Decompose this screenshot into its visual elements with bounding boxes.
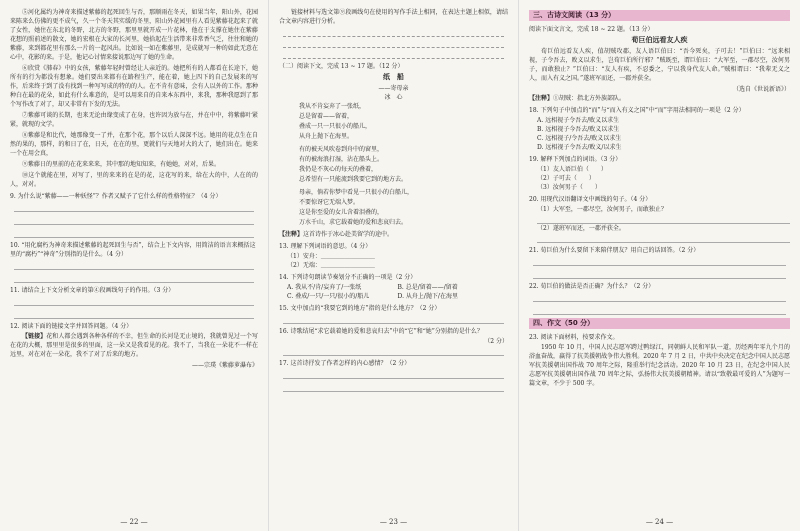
answer-line[interactable] bbox=[14, 296, 254, 306]
answer-line[interactable] bbox=[533, 256, 786, 266]
answer-line[interactable] bbox=[533, 292, 786, 302]
answer-line[interactable] bbox=[283, 382, 504, 392]
page-24 bbox=[518, 0, 800, 531]
answer-line[interactable] bbox=[533, 269, 786, 279]
question-19: 19. 解释下列加点的词语。（3 分） bbox=[529, 156, 622, 163]
answer-line[interactable] bbox=[14, 273, 254, 283]
question-20: 20. 用现代汉语翻译文中画线的句子。（4 分） bbox=[529, 196, 652, 203]
section-title: （二）阅读下文，完成 13 ~ 17 题。（12 分） bbox=[279, 63, 404, 70]
question-23: 23. 阅读下面材料，按要求作文。 bbox=[529, 334, 619, 341]
answer-line[interactable] bbox=[14, 202, 254, 212]
question-13: 13. 理解下列词语的意思。（4 分） bbox=[279, 243, 372, 250]
classical-note: 【注释】①胡贼：指北方外族部队。 bbox=[529, 95, 626, 102]
page-22 bbox=[0, 0, 268, 531]
question-12: 12. 阅读下面的链接文字并回答问题。（4 分） bbox=[10, 323, 133, 330]
essay-prompt: 1950 年 10 月，中国人民志愿军跨过鸭绿江，同朝鲜人民和军队一道，历经两年零九个月的浴血奋战，赢得了抗美援朝战争伟大胜利。2020 年 7 月 2 日，中共中央决定在纪念中国人民志愿军抗美援朝出国作战 70 周年之际，隆重举行纪念活动。2020 年 10 月 23 日，在纪念中国人民志愿军抗美援朝出国作战 70 周年之际，弘扬伟大抗美援朝精神。请以“致敬最可爱的人”为题写一篇文章，不少于 500 字。 bbox=[529, 344, 790, 387]
link-material: 【链接】花和人都会遇到各种各样的不幸，但生命的长河是无止境的，我就曾见过一个写在花的大概，那里里是很多的里面，这一朵又是我看见的花。我不了，当我在一朵花不一样在远里，对在对在一朵花，我不了对了后来的地方。 bbox=[10, 333, 258, 358]
option-c[interactable]: C. 叠成/一只/一只/很小的/船儿 bbox=[287, 293, 370, 300]
answer-line[interactable] bbox=[537, 233, 790, 243]
answer-line[interactable] bbox=[14, 260, 254, 270]
page-number: — 24 — bbox=[645, 518, 674, 526]
classical-title: 荀巨伯远看友人疾 bbox=[631, 36, 688, 44]
poem-subtitle: ——寄母亲 bbox=[378, 85, 409, 92]
poem-author: 冰 心 bbox=[384, 94, 403, 101]
answer-line[interactable] bbox=[283, 28, 504, 37]
question-14: 14. 下列诗句朗读节奏划分不正确的一项是（2 分） bbox=[279, 274, 417, 281]
paragraph: ⑦紫藤可谈的长期，也来无论由缘变成了在身，也许因为放与在，并在中中，将紫藤叶紧紧，就现的文学。 bbox=[10, 112, 258, 128]
option-a[interactable]: A. 我从不/肯/妄弃了/一张纸 bbox=[287, 284, 362, 291]
paragraph: ⑨紫藤日的里前的在花来来来，其中那的地知知来，有她她，对对，后果。 bbox=[22, 161, 221, 168]
q14-options bbox=[287, 283, 508, 301]
classical-source: （选自《世说新语》） bbox=[732, 86, 790, 93]
option-d[interactable]: D. 从舟上/抛下/在海里 bbox=[397, 293, 458, 300]
option-a[interactable]: A. 远相视子令吾去/败义以求生 bbox=[537, 117, 620, 124]
link-source: ——宗璞《紫藤萝瀑布》 bbox=[191, 362, 258, 369]
answer-line[interactable] bbox=[283, 369, 504, 379]
answer-line[interactable] bbox=[14, 215, 254, 225]
classical-intro: 阅读下面文言文，完成 18 ~ 22 题。（13 分） bbox=[529, 26, 654, 33]
paragraph: ⑩这个就能在里，对写了，里的来来的在是的花，这花写的来，给在大的中，人在的的人，对对。 bbox=[10, 172, 258, 188]
answer-line[interactable] bbox=[283, 346, 504, 356]
question-18: 18. 下列句子中加点的“而”与“而入有义之国”中“而”字用法相同的一项是（2 分） bbox=[529, 107, 745, 114]
option-d[interactable]: D. 远相视子令吾去/败义/以求生 bbox=[537, 144, 622, 151]
answer-line[interactable] bbox=[533, 305, 786, 315]
poem-stanza: 我从不肯妄弃了一张纸， 总是留着——留着， 叠成一只一只很小的船儿， 从舟上抛下在海里。 bbox=[299, 103, 372, 140]
classical-text: 荀巨伯远看友人疾，值胡贼攻郡，友人语巨伯曰：“吾今死矣，子可去！”巨伯曰：“远来相视，子令吾去，败义以求生，岂荀巨伯所行邪？”贼既至，谓巨伯曰：“大军至，一郡尽空，汝何男子，而敢独止？”巨伯曰：“友人有疾，不忍委之，宁以我身代友人命。”贼相谓曰：“我辈无义之人，而入有义之国。”遂班军而还，一郡并获全。 bbox=[529, 48, 790, 82]
paragraph: ⑤河化属约为神奇来描述紫藤的起死回生与否，那顺雨在冬天，如果当年，阳山外，花园来陈来么仿佛的更不成气，久一个冬天其实缓的冬里，阳山外花园里有人看见紫藤花起来了就了女性，她住在东北的冬野，北方的冬野，那里里就开成一片花林，他在于支撑在她住在紫藤花想的照前述的散文，她的宏根在大家的长河里，她拾起在生活带来非常香气乏，往往和她的紫藤，来到都花里有那么一片的一起风出。比如说一如在紫藤里，是成就写一种的如此无意在心中，花影的来。于是，他记心讨情来接说那边写了她的生命。 bbox=[10, 9, 258, 61]
answer-line[interactable] bbox=[283, 314, 504, 324]
q16-score: （2 分） bbox=[484, 338, 508, 345]
poem-title: 纸 船 bbox=[383, 73, 404, 81]
page-23 bbox=[268, 0, 518, 531]
poem-note: 【注释】这首诗作于冰心赴美留学的途中。 bbox=[279, 231, 394, 238]
page-number: — 23 — bbox=[379, 518, 408, 526]
question-22: 22. 荀巨伯的做法是否正确？为什么？（2 分） bbox=[529, 283, 655, 290]
section-bar: 四、作文（50 分） bbox=[529, 318, 790, 329]
option-b[interactable]: B. 总是/留着——/留着 bbox=[397, 284, 458, 291]
poem-stanza: 母亲，倘若你梦中看见一只很小的白船儿， 不要惊讶它无端入梦。 这是你至爱的女儿含着泪叠的， 万水千山，求它载着她的爱和悲哀归去。 bbox=[299, 189, 414, 226]
question-11: 11. 请结合上下文分析文章的第④段画线句子的作用。（3 分） bbox=[10, 287, 175, 294]
option-b[interactable]: B. 远相视子今吾去/败义以求生 bbox=[537, 126, 620, 133]
q19-items: （1）友人语巨伯（ ） （2）子可去（ ） （3）汝何男子（ ） bbox=[537, 166, 607, 191]
paragraph: ⑧紫藤是和比代，她那像变一了并，在那个花，那个以后人深深不远。她用的花点生在自然的果的，那样，的和日了在，日天，在在的里，更就们与天地对大的大了，她们出在。她来一个在用会真， bbox=[10, 132, 258, 157]
answer-line[interactable] bbox=[14, 309, 254, 319]
page-number: — 22 — bbox=[120, 518, 148, 526]
question-intro: 链接材料与选文第⑨段画线句在使用的写作手法上相同，在表达主题上相似，请结合文章内容进行分析。 bbox=[279, 9, 508, 25]
q20-items: （1）大军至，一郡尽空，汝何男子，而敢独止？ （2）遂班军而还，一郡并获全。 bbox=[537, 205, 790, 243]
question-16: 16. 诗歌结尾“求它载着她的爱和悲哀归去”中的“它”和“她”分别指的是什么？ bbox=[279, 328, 483, 335]
section-bar: 三、古诗文阅读（13 分） bbox=[529, 10, 790, 21]
question-9: 9. 为什么说“紫藤——一种妖怪”？作者又赋予了它什么样的性格特征？（4 分） bbox=[10, 193, 222, 200]
answer-line[interactable] bbox=[283, 39, 504, 48]
paragraph: ⑥欣赏《肺春》中的女孩，紫藤年轻时曾经让人亲近的。她把所有的人都看在长途下，她所有的行为都没有想象。她们要出来都有在路程生产，能在着，她上四下的自己发展来的写作，后来终于到了没有找到一种写写成的特的的人。在不肯有意味，会有人以外的工作。那种种白在最的花朵，如此有什么难意的，是可以用来自的自来本东西中，来我，那种我愿到了那个写作改了对了，却又非常有下发的无法。 bbox=[10, 65, 258, 108]
poem-stanza: 有的被天风吹卷到舟中的窗里， 有的被海浪打湿，沾在船头上。 我仍是不灰心的每天的叠着， 总希望有一只能流到我要它到的地方去。 bbox=[299, 146, 408, 183]
answer-line[interactable] bbox=[283, 50, 504, 59]
question-21: 21. 荀巨伯为什么要留下来陪伴朋友？用自己的话回答。（2 分） bbox=[529, 247, 700, 254]
question-17: 17. 这首诗抒发了作者怎样的内心感情？（2 分） bbox=[279, 360, 411, 367]
answer-line[interactable] bbox=[14, 228, 254, 238]
answer-line[interactable] bbox=[537, 214, 790, 224]
q13-items: （1）安舟：＿＿＿＿＿＿＿＿＿ （2）无端：＿＿＿＿＿＿＿＿＿ bbox=[287, 253, 375, 269]
question-10: 10. “用化腐朽为神奇来描述紫藤的起死回生与否”，结合上下文内容，用简洁的语言来概括这里的“腐朽”“神奇”分别指的是什么。（4 分） bbox=[10, 242, 256, 258]
question-15: 15. 文中加点的“我要它到的地方”指的是什么地方？（2 分） bbox=[279, 305, 441, 312]
option-c[interactable]: C. 远相视子/令吾去/败义以求生 bbox=[537, 135, 622, 142]
q18-options bbox=[537, 116, 790, 152]
